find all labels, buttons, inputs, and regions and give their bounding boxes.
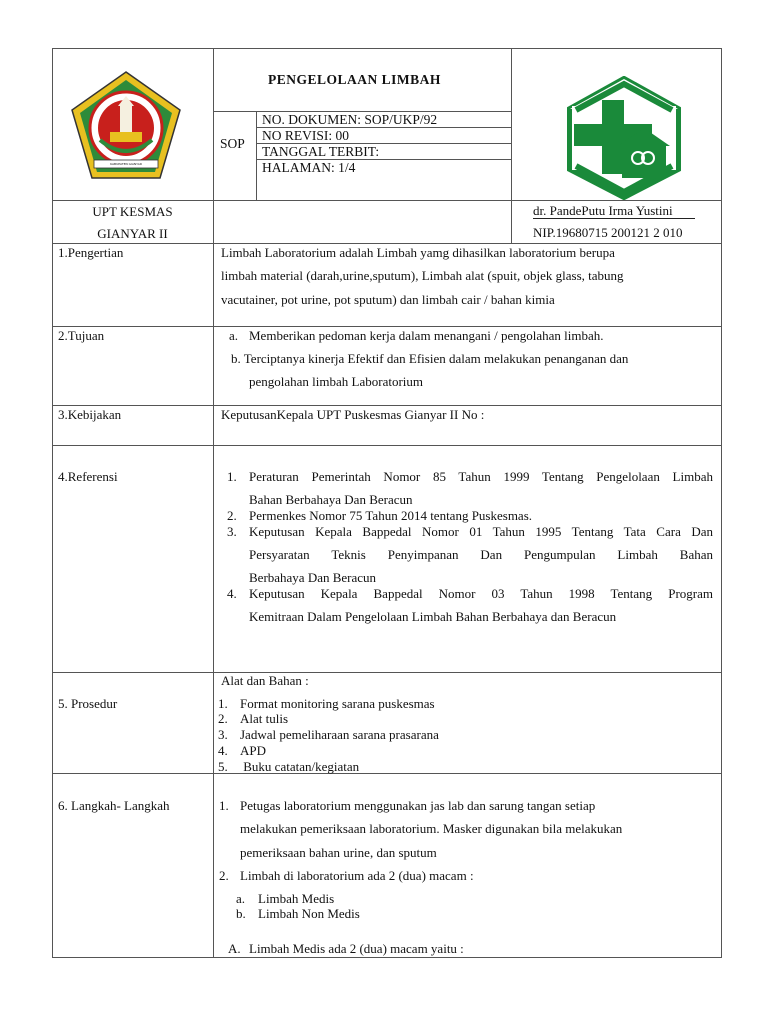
- langkah-item-line: melakukan pemeriksaan laboratorium. Masker digunakan bila melakukan: [240, 821, 623, 836]
- langkah-item-line: Petugas laboratorium menggunakan jas lab dan sarung tangan setiap: [240, 798, 596, 813]
- page-number: HALAMAN: 1/4: [262, 160, 356, 175]
- doc-number: NO. DOKUMEN: SOP/UKP/92: [262, 112, 438, 127]
- referensi-item-number: 1.: [227, 469, 237, 484]
- logo-caption: KABUPATEN GIANYAR: [110, 162, 142, 166]
- referensi-item-line: Bahan Berbahaya Dan Beracun: [249, 492, 413, 507]
- pengertian-line: limbah material (darah,urine,sputum), Limbah alat (spuit, objek glass, tabung: [221, 268, 624, 283]
- langkah-sub-text: Limbah Non Medis: [258, 906, 360, 921]
- prosedur-item-text: Jadwal pemeliharaan sarana prasarana: [240, 727, 439, 742]
- sop-label: SOP: [220, 136, 245, 151]
- tujuan-b-line2: pengolahan limbah Laboratorium: [249, 374, 424, 389]
- langkah-sub-text: Limbah Medis ada 2 (dua) macam yaitu :: [249, 941, 464, 956]
- langkah-item-number: 1.: [219, 798, 229, 813]
- section-label-prosedur: 5. Prosedur: [58, 696, 118, 711]
- referensi-item-line: Keputusan Kepala Bappedal Nomor 01 Tahun 1995 Tentang Tata Cara Dan: [249, 524, 713, 539]
- section-label-langkah: 6. Langkah- Langkah: [58, 798, 170, 813]
- signer-name: dr. PandePutu Irma Yustini: [533, 203, 673, 218]
- pengertian-line: Limbah Laboratorium adalah Limbah yamg dihasilkan laboratorium berupa: [221, 245, 615, 260]
- signer-nip: NIP.19680715 200121 2 010: [533, 225, 683, 240]
- section-label-pengertian: 1.Pengertian: [58, 245, 124, 260]
- referensi-item-line: Peraturan Pemerintah Nomor 85 Tahun 1999 Tentang Pengelolaan Limbah: [249, 469, 713, 484]
- prosedur-item-text: Buku catatan/kegiatan: [240, 759, 360, 774]
- document-title: PENGELOLAAN LIMBAH: [268, 72, 441, 87]
- section-label-referensi: 4.Referensi: [58, 469, 118, 484]
- prosedur-item-number: 1.: [218, 696, 228, 711]
- langkah-item-text: Limbah di laboratorium ada 2 (dua) macam :: [240, 868, 474, 883]
- pengertian-line: vacutainer, pot urine, pot sputum) dan limbah cair / bahan kimia: [221, 292, 555, 307]
- section-label-tujuan: 2.Tujuan: [58, 328, 105, 343]
- kebijakan-text: KeputusanKepala UPT Puskesmas Gianyar II No :: [221, 407, 485, 422]
- prosedur-item-text: APD: [240, 743, 267, 758]
- referensi-item-number: 4.: [227, 586, 237, 601]
- referensi-item-number: 3.: [227, 524, 237, 539]
- tujuan-b-line1: b. Terciptanya kinerja Efektif dan Efisien dalam melakukan penanganan dan: [231, 351, 629, 366]
- referensi-item-line: Berbahaya Dan Beracun: [249, 570, 377, 585]
- gianyar-regency-logo: [70, 70, 182, 182]
- referensi-item-line: Keputusan Kepala Bappedal Nomor 03 Tahun 1998 Tentang Program: [249, 586, 713, 601]
- langkah-item-number: 2.: [219, 868, 229, 883]
- prosedur-item-text: Format monitoring sarana puskesmas: [240, 696, 435, 711]
- referensi-item-line: Permenkes Nomor 75 Tahun 2014 tentang Puskesmas.: [249, 508, 533, 523]
- prosedur-item-number: 2.: [218, 711, 228, 726]
- issue-date: TANGGAL TERBIT:: [262, 144, 380, 159]
- tujuan-a-text: Memberikan pedoman kerja dalam menangani / pengolahan limbah.: [249, 328, 604, 343]
- section-label-kebijakan: 3.Kebijakan: [58, 407, 122, 422]
- prosedur-item-number: 4.: [218, 743, 228, 758]
- langkah-item-line: pemeriksaan bahan urine, dan sputum: [240, 845, 437, 860]
- unit-name-line1: UPT KESMAS: [92, 204, 173, 219]
- puskesmas-logo: [566, 76, 682, 200]
- langkah-sub-marker: A.: [228, 941, 241, 956]
- referensi-item-line: Kemitraan Dalam Pengelolaan Limbah Bahan Berbahaya dan Beracun: [249, 609, 617, 624]
- tujuan-a-marker: a.: [229, 328, 239, 343]
- unit-name-line2: GIANYAR II: [97, 226, 168, 241]
- langkah-sub-marker: b.: [236, 906, 246, 921]
- langkah-sub-text: Limbah Medis: [258, 891, 335, 906]
- revision-number: NO REVISI: 00: [262, 128, 349, 143]
- referensi-item-number: 2.: [227, 508, 237, 523]
- prosedur-item-number: 5.: [218, 759, 228, 774]
- referensi-item-line: Persyaratan Teknis Penyimpanan Dan Pengumpulan Limbah Bahan: [249, 547, 713, 562]
- prosedur-item-text: Alat tulis: [240, 711, 289, 726]
- prosedur-item-number: 3.: [218, 727, 228, 742]
- langkah-sub-marker: a.: [236, 891, 246, 906]
- prosedur-heading: Alat dan Bahan :: [221, 673, 309, 688]
